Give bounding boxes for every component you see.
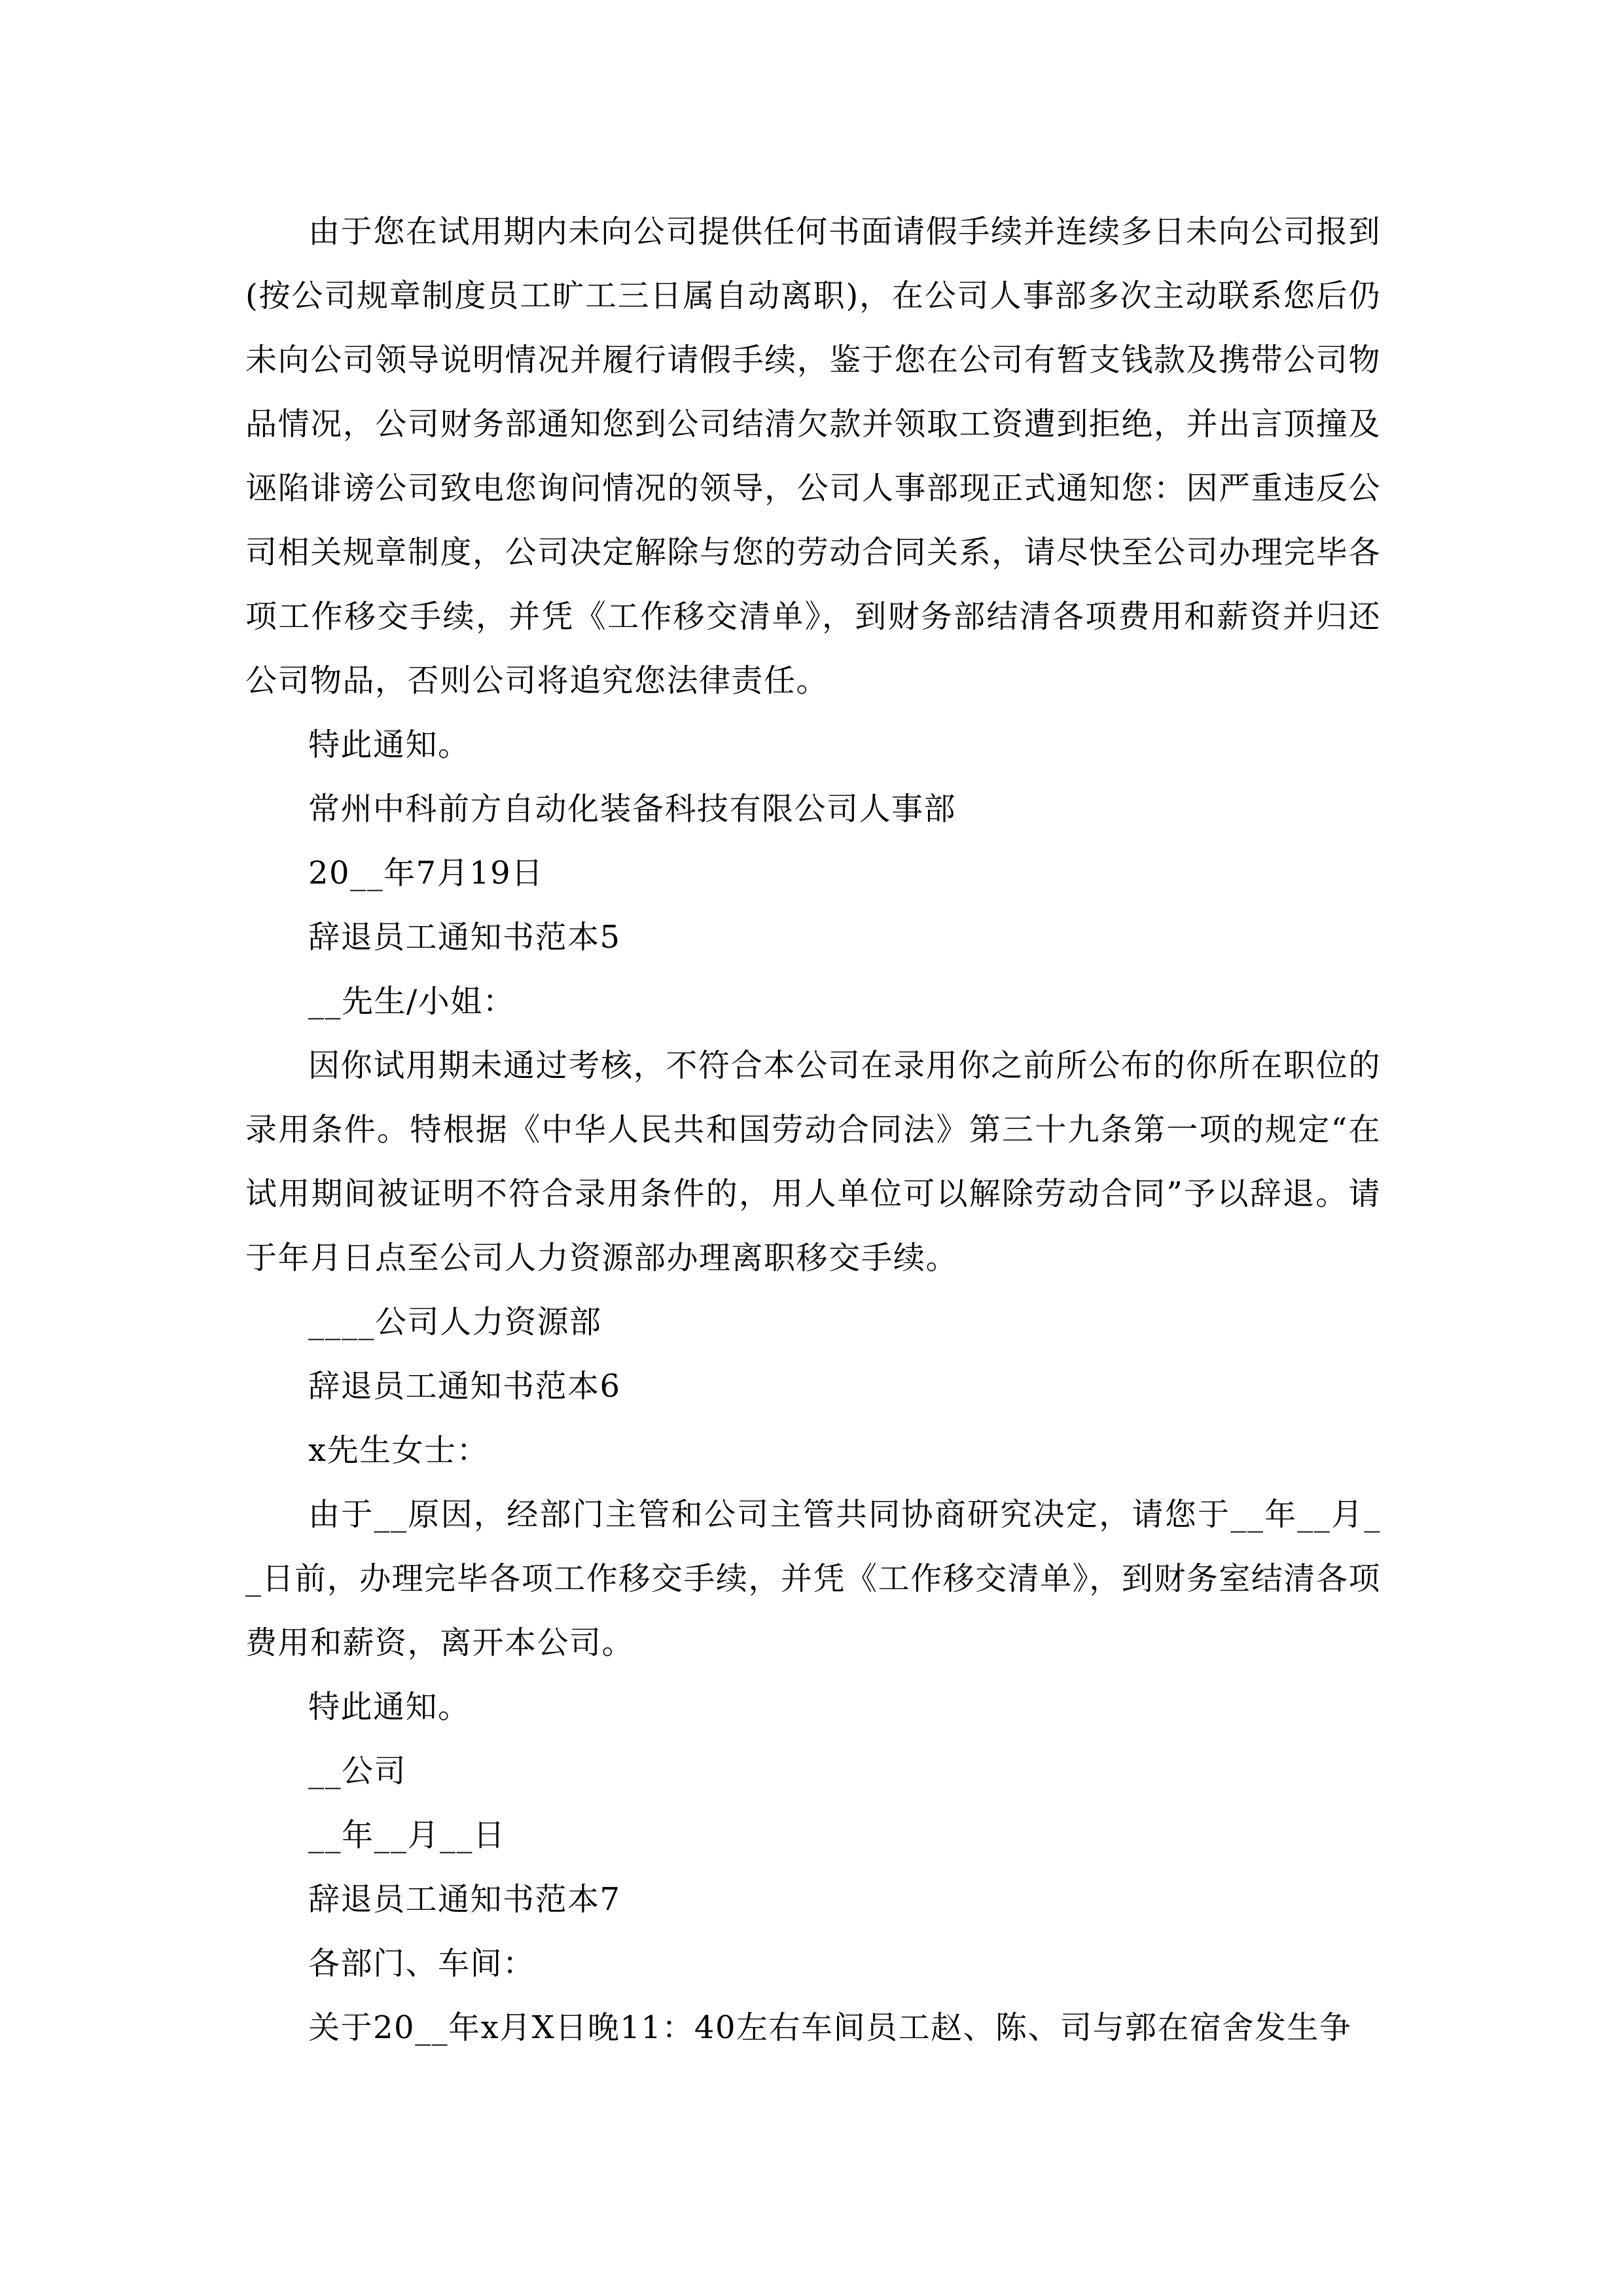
paragraph-dismissal-reason: 由于您在试用期内未向公司提供任何书面请假手续并连续多日未向公司报到(按公司规章制度员工旷工三日属自动离职)，在公司人事部多次主动联系您后仍未向公司领导说明情况并履行请假手续，鉴于您在公司有暂支钱款及携带公司物品情况，公司财务部通知您到公司结清欠款并领取工资遭到拒绝，并出言顶撞及诬陷诽谤公司致电您询问情况的领导，公司人事部现正式通知您：因严重违反公司相关规章制度，公司决定解除与您的劳动合同关系，请尽快至公司办理完毕各项工作移交手续，并凭《工作移交清单》，到财务部结清各项费用和薪资并归还公司物品，否则公司将追究您法律责任。 <box>245 213 1381 699</box>
paragraph-date: 20__年7月19日 <box>308 855 544 891</box>
paragraph-notice-closing-2: 特此通知。 <box>308 1689 471 1725</box>
section-title-sample-7: 辞退员工通知书范本7 <box>308 1881 621 1918</box>
paragraph-incident-body: 关于20__年x月X日晚11：40左右车间员工赵、陈、司与郭在宿舍发生争 <box>308 2009 1352 2046</box>
section-title-sample-6: 辞退员工通知书范本6 <box>308 1368 621 1405</box>
document-body <box>245 200 1381 2060</box>
paragraph-salutation: __先生/小姐： <box>308 983 516 1020</box>
paragraph-salutation-2: x先生女士： <box>308 1432 490 1469</box>
paragraph-company: __公司 <box>308 1753 407 1789</box>
paragraph-notice-closing: 特此通知。 <box>308 726 471 763</box>
paragraph-date-2: __年__月__日 <box>308 1817 506 1854</box>
paragraph-probation-body: 因你试用期未通过考核，不符合本公司在录用你之前所公布的你所在职位的录用条件。特根据《中华人民共和国劳动合同法》第三十九条第一项的规定“在试用期间被证明不符合录用条件的，用人单位可以解除劳动合同”予以辞退。请于年月日点至公司人力资源部办理离职移交手续。 <box>245 1047 1381 1276</box>
section-title-sample-5: 辞退员工通知书范本5 <box>308 919 621 956</box>
paragraph-handover-body: 由于__原因，经部门主管和公司主管共同协商研究决定，请您于__年__月__日前，办理完毕各项工作移交手续，并凭《工作移交清单》，到财务室结清各项费用和薪资，离开本公司。 <box>245 1496 1381 1661</box>
paragraph-issuer: 常州中科前方自动化装备科技有限公司人事部 <box>308 791 957 827</box>
paragraph-recipients: 各部门、车间： <box>308 1945 535 1982</box>
paragraph-hr-department: ____公司人力资源部 <box>308 1304 602 1340</box>
